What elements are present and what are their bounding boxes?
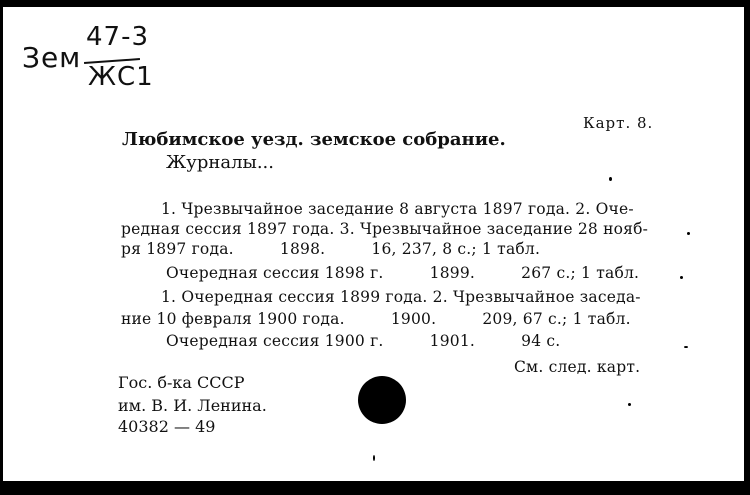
card-number: Карт. 8. xyxy=(583,114,654,132)
scan-speck xyxy=(609,177,612,181)
scan-speck xyxy=(628,403,631,406)
scan-speck xyxy=(687,232,690,235)
body-line: Очередная сессия 1898 г. 1899. 267 с.; 1 табл. xyxy=(166,264,640,282)
see-next-card: См. след. карт. xyxy=(514,358,641,376)
card-heading-author: Любимское уезд. земское собрание. xyxy=(122,129,506,150)
body-line: ря 1897 года. 1898. 16, 237, 8 с.; 1 табл. xyxy=(121,240,541,258)
body-line: редная сессия 1897 года. 3. Чрезвычайное заседание 28 нояб- xyxy=(121,220,649,238)
library-name-cont: им. В. И. Ленина. xyxy=(118,396,267,415)
body-line: Очередная сессия 1900 г. 1901. 94 с. xyxy=(166,332,561,350)
handwritten-shelf-prefix: Зем xyxy=(22,41,82,74)
scan-speck xyxy=(373,455,375,461)
handwritten-shelf-sub: ЖС1 xyxy=(88,62,154,92)
body-line: 1. Чрезвычайное заседание 8 августа 1897 года. 2. Оче- xyxy=(161,200,634,218)
scan-border-left xyxy=(0,0,3,495)
punch-hole xyxy=(358,376,406,424)
scan-speck xyxy=(680,276,683,279)
scan-border-top xyxy=(0,0,750,7)
library-name: Гос. б-ка СССР xyxy=(118,373,245,392)
library-card-code: 40382 — 49 xyxy=(118,417,216,436)
scan-speck xyxy=(684,346,688,348)
body-line: ние 10 февраля 1900 года. 1900. 209, 67 с.; 1 табл. xyxy=(121,310,631,328)
card-heading-title: Журналы... xyxy=(166,152,274,173)
handwritten-shelf-number: 47-3 xyxy=(86,22,150,52)
body-line: 1. Очередная сессия 1899 года. 2. Чрезвычайное заседа- xyxy=(161,288,641,306)
scan-border-right xyxy=(744,0,750,495)
scan-border-bottom xyxy=(0,481,750,495)
